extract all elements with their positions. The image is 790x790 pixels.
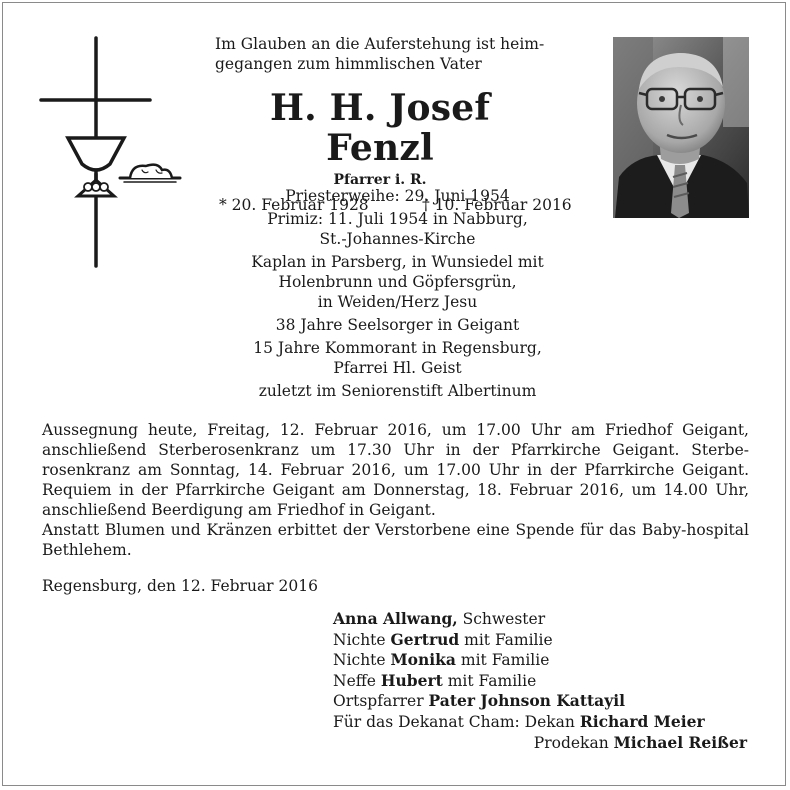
birth-date: * 20. Februar 1928 (219, 196, 369, 214)
mourner-line: Nichte Monika mit Familie (333, 650, 550, 670)
mourner-line: Nichte Gertrud mit Familie (333, 629, 553, 649)
mourner-line: Für das Dekanat Cham: Dekan Richard Meier (333, 711, 705, 731)
career-line: Priesterweihe: 29. Juni 1954 (285, 187, 510, 205)
career-line: 38 Jahre Seelsorger in Geigant (275, 316, 520, 334)
career-line: zuletzt im Seniorenstift Albertinum (258, 382, 537, 400)
place-date: Regensburg, den 12. Februar 2016 (42, 577, 318, 595)
funeral-details (42, 420, 749, 560)
cross-chalice-bread-icon (38, 36, 184, 270)
career-line: 15 Jahre Kommorant in Regensburg, (253, 339, 542, 357)
intro-text (215, 34, 600, 74)
mourner-line: Neffe Hubert mit Familie (333, 670, 537, 690)
career-line: St.-Johannes-Kirche (319, 230, 476, 248)
death-date: † 10. Februar 2016 (422, 196, 572, 214)
career-line: Primiz: 11. Juli 1954 in Nabburg, (267, 210, 528, 228)
mourner-line: Anna Allwang, Schwester (333, 609, 546, 628)
intro-line-1: Im Glauben an die Auferstehung ist heim- (215, 35, 545, 53)
deceased-name: H. H. Josef Fenzl (269, 87, 491, 169)
deceased-title: Pfarrer i. R. (333, 172, 427, 188)
portrait-photo (613, 37, 749, 218)
career-line: Pfarrei Hl. Geist (333, 359, 462, 377)
mourners-list (333, 609, 747, 753)
career-list (205, 186, 590, 401)
career-line: in Weiden/Herz Jesu (317, 293, 478, 311)
mourner-line: Prodekan Michael Reißer (533, 732, 747, 752)
funeral-schedule: Aussegnung heute, Freitag, 12. Februar 2016, um 17.00 Uhr am Friedhof Geigant, anschließend Sterberosenkranz um 17.30 Uhr in der Pfarrkirche Geigant. Sterbe-rosenkranz am Sonntag, 14. Februar 2016, um 17.00 Uhr in der Pfarrkirche Geigant. Requiem in der Pfarrkirche Geigant am Donnerstag, 18. Februar 2016, um 14.00 Uhr, anschließend Beerdigung am Friedhof in Geigant. (42, 421, 749, 519)
career-line: Holenbrunn und Göpfersgrün, (278, 273, 517, 291)
intro-line-2: gegangen zum himmlischen Vater (215, 55, 482, 73)
donation-request: Anstatt Blumen und Kränzen erbittet der Verstorbene eine Spende für das Baby-hospital Bethlehem. (42, 521, 749, 559)
career-line: Kaplan in Parsberg, in Wunsiedel mit (251, 253, 544, 271)
mourner-line: Ortspfarrer Pater Johnson Kattayil (333, 691, 625, 711)
